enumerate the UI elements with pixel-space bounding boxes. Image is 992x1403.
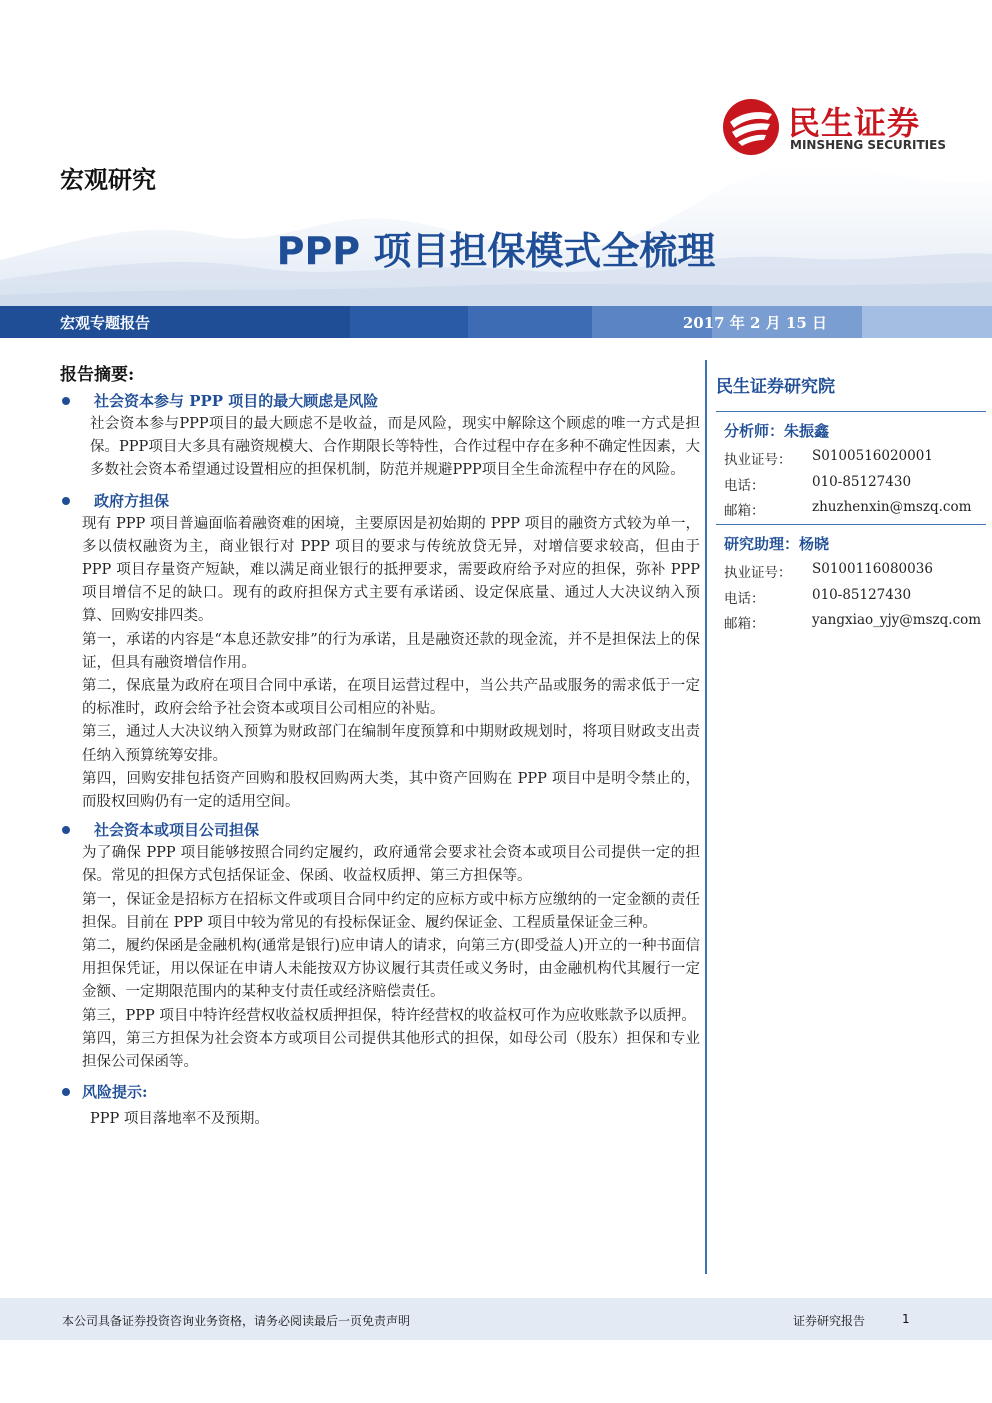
research-institute-name: 民生证券研究院 <box>716 372 986 412</box>
section-paragraph: 社会资本参与PPP项目的最大顾虑不是收益，而是风险，现实中解除这个顾虑的唯一方式是担保。PPP项目大多具有融资规模大、合作期限长等特性，合作过程中存在多种不确定性因素，大多数社会资本希望通过设置相应的担保机制，防范并规避PPP项目全生命流程中存在的风险。 <box>90 416 700 479</box>
section-paragraph: 第一，保证金是招标方在招标文件或项目合同中约定的应标方或中标方应缴纳的一定金额的责任担保。目前在 PPP 项目中较为常见的有投标保证金、履约保证金、工程质量保证金三种。 <box>82 891 700 931</box>
assistant-email-row[interactable]: 邮箱： yangxiao_yjy@mszq.com <box>724 612 982 633</box>
abstract-column <box>60 360 700 1131</box>
section-paragraph: 第四，回购安排包括资产回购和股权回购两大类，其中资产回购在 PPP 项目中是明令禁止的，而股权回购仍有一定的适用空间。 <box>82 770 700 811</box>
section-paragraph: 第三，PPP 项目中特许经营权收益权质押担保，特许经营权的收益权可作为应收账款予以质押。 <box>82 1007 696 1024</box>
page-number: 1 <box>902 1312 910 1326</box>
analyst-name: 分析师：朱振鑫 <box>724 422 830 440</box>
bullet-icon <box>62 497 70 505</box>
assistant-phone-row: 电话： 010-85127430 <box>724 586 912 607</box>
report-info-band <box>0 306 992 338</box>
assistant-license-row: 执业证号： S0100116080036 <box>724 561 933 582</box>
report-date: 2017 年 2 月 15 日 <box>682 314 827 332</box>
analyst-phone-row: 电话： 010-85127430 <box>724 473 912 494</box>
footer-report-label: 证券研究报告 <box>793 1314 866 1328</box>
section-paragraph: 第四，第三方担保为社会资本方或项目公司提供其他形式的担保，如母公司（股东）担保和专业担保公司保函等。 <box>82 1030 700 1071</box>
page-footer <box>0 1298 992 1340</box>
analyst-sidebar <box>716 372 986 635</box>
sidebar-separator <box>716 524 986 525</box>
footer-disclaimer: 本公司具备证券投资咨询业务资格，请务必阅读最后一页免责声明 <box>62 1314 411 1328</box>
abstract-title: 报告摘要: <box>60 365 135 385</box>
report-category: 宏观研究 <box>60 166 156 194</box>
analyst-email-row[interactable]: 邮箱： zhuzhenxin@mszq.com <box>724 499 972 520</box>
assistant-name: 研究助理：杨晓 <box>724 535 830 554</box>
report-title: PPP 项目担保模式全梳理 <box>276 229 716 273</box>
section-paragraph: 现有 PPP 项目普遍面临着融资难的困境，主要原因是初始期的 PPP 项目的融资方式较为单一，多以债权融资为主，商业银行对 PPP 项目的要求与传统放贷无异，对增信要求较高，但由于 PPP 项目存量资产短缺，难以满足商业银行的抵押要求，需要政府给予对应的担保，弥补 PPP 项目增信不足的缺口。现有的政府担保方式主要有承诺函、设定保底量、通过人大决议纳入预算、回购安排四类。 <box>82 515 700 625</box>
logo-english-name: MINSHENG SECURITIES <box>790 138 946 152</box>
section-heading-risk-concern: 社会资本参与 PPP 项目的最大顾虑是风险 <box>60 389 700 413</box>
section-paragraph: 第二，保底量为政府在项目合同中承诺，在项目运营过程中，当公共产品或服务的需求低于一定的标准时，政府会给予社会资本或项目公司相应的补贴。 <box>82 678 700 718</box>
section-heading-social-capital-guarantee: 社会资本或项目公司担保 <box>60 818 700 842</box>
section-paragraph: 第二，履约保函是金融机构(通常是银行)应申请人的请求，向第三方(即受益人)开立的一种书面信用担保凭证，用以保证在申请人未能按双方协议履行其责任或义务时，由金融机构代其履行一定金额、一定期限范围内的某种支付责任或经济赔偿责任。 <box>82 938 700 1001</box>
section-heading-government-guarantee: 政府方担保 <box>60 489 700 513</box>
section-paragraph: 第一，承诺的内容是“本息还款安排”的行为承诺，且是融资还款的现金流，并不是担保法上的保证，但具有融资增信作用。 <box>82 631 700 671</box>
section-paragraph: 第三，通过人大决议纳入预算为财政部门在编制年度预算和中期财政规划时，将项目财政支出责任纳入预算统筹安排。 <box>82 724 700 764</box>
report-type: 宏观专题报告 <box>60 314 151 332</box>
bullet-icon <box>62 1088 70 1096</box>
analyst-license-row: 执业证号： S0100516020001 <box>724 448 933 468</box>
bullet-icon <box>62 397 70 405</box>
company-logo <box>722 96 962 158</box>
section-paragraph: PPP 项目落地率不及预期。 <box>90 1111 269 1128</box>
section-paragraph: 为了确保 PPP 项目能够按照合同约定履约，政府通常会要求社会资本或项目公司提供一定的担保。常见的担保方式包括保证金、保函、收益权质押、第三方担保等。 <box>82 845 700 885</box>
bullet-icon <box>62 826 70 834</box>
column-divider <box>705 360 707 1274</box>
logo-chinese-name: 民生证券 <box>788 104 921 142</box>
minsheng-logo-icon <box>722 98 780 156</box>
section-heading-risk-warning: 风险提示: <box>60 1080 700 1104</box>
